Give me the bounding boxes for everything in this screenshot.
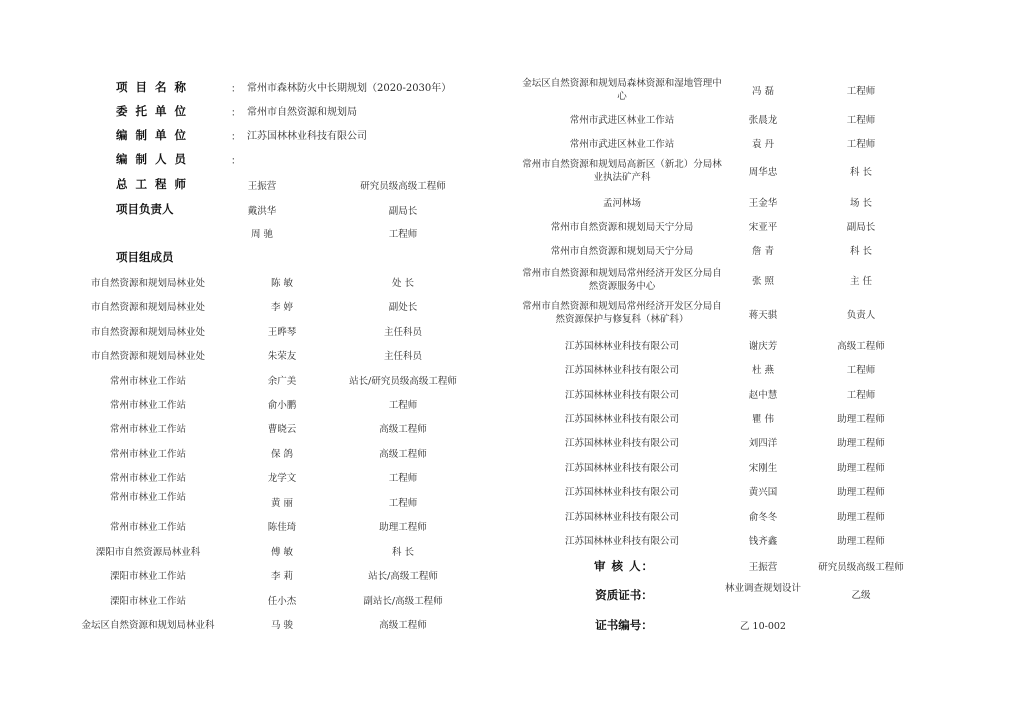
member-name: 钱齐鑫 (748, 536, 778, 547)
client-label: 委 托 单 位 (116, 104, 189, 118)
member-name: 詹 青 (751, 246, 775, 257)
leader-name: 戴洪华 (247, 206, 277, 217)
leader-title: 副局长 (388, 206, 418, 217)
member-title: 工程师 (388, 473, 418, 484)
member-name: 黄兴国 (748, 487, 778, 498)
reviewer-title: 研究员级高级工程师 (818, 562, 904, 573)
member-title: 科 长 (849, 246, 873, 257)
member-title: 副局长 (846, 222, 876, 233)
member-name: 傅 敏 (270, 547, 294, 558)
leader-name: 周 驰 (250, 229, 274, 240)
member-title: 助理工程师 (837, 487, 885, 498)
member-title: 工程师 (846, 139, 876, 150)
member-title: 站长/研究员级高级工程师 (349, 376, 457, 387)
reviewer-name: 王振营 (748, 562, 778, 573)
member-org: 市自然资源和规划局林业处 (90, 351, 206, 362)
member-org: 溧阳市林业工作站 (109, 596, 187, 607)
cert-no-value: 乙 10-002 (740, 621, 786, 632)
member-org: 溧阳市林业工作站 (109, 571, 187, 582)
member-org: 金坛区自然资源和规划局森林资源和湿地管理中心 (522, 78, 722, 102)
reviewer-label: 审 核 人： (593, 559, 655, 573)
member-org: 溧阳市自然资源局林业科 (95, 547, 201, 558)
member-org: 常州市林业工作站 (109, 473, 187, 484)
member-name: 杜 燕 (751, 365, 775, 376)
cert-value: 林业调查规划设计 (724, 583, 801, 594)
member-title: 助理工程师 (837, 536, 885, 547)
compiler-label: 编 制 单 位 (116, 128, 189, 142)
member-title: 工程师 (388, 498, 418, 509)
members-label: 项目组成员 (116, 250, 174, 264)
member-title: 工程师 (846, 115, 876, 126)
member-name: 保 鸽 (270, 449, 294, 460)
member-name: 宋刚生 (748, 463, 778, 474)
member-org: 常州市自然资源和规划局高新区（新北）分局林业执法矿产科 (522, 159, 722, 183)
member-title: 科 长 (849, 167, 873, 178)
member-name: 黄 丽 (270, 498, 294, 509)
member-name: 李 莉 (270, 571, 294, 582)
chief-engineer-title: 研究员级高级工程师 (360, 181, 446, 192)
member-name: 谢庆芳 (748, 341, 778, 352)
member-title: 高级工程师 (379, 424, 427, 435)
member-name: 宋亚平 (748, 222, 778, 233)
member-title: 工程师 (846, 365, 876, 376)
member-title: 高级工程师 (379, 449, 427, 460)
member-name: 冯 磊 (751, 86, 775, 97)
colon: ： (231, 156, 241, 167)
member-name: 陈佳琦 (267, 522, 297, 533)
member-org: 江苏国林林业科技有限公司 (564, 487, 680, 498)
member-name: 周华忠 (748, 167, 778, 178)
chief-engineer-label: 总 工 程 师 (116, 177, 189, 191)
member-name: 刘四洋 (748, 438, 778, 449)
colon: ： (231, 84, 241, 95)
member-org: 江苏国林林业科技有限公司 (564, 365, 680, 376)
member-org: 常州市林业工作站 (109, 400, 187, 411)
member-title: 工程师 (388, 400, 418, 411)
member-name: 俞小鹏 (267, 400, 297, 411)
member-org: 市自然资源和规划局林业处 (90, 302, 206, 313)
client-value: 常州市自然资源和规划局 (247, 107, 357, 118)
staff-label: 编 制 人 员 (116, 152, 189, 166)
member-org: 常州市林业工作站 (109, 492, 187, 503)
cert-no-label: 证书编号： (595, 618, 653, 632)
member-name: 俞冬冬 (748, 512, 778, 523)
member-title: 主任科员 (383, 327, 423, 338)
member-org: 常州市林业工作站 (109, 449, 187, 460)
member-org: 常州市武进区林业工作站 (569, 115, 675, 126)
member-name: 王金华 (748, 198, 778, 209)
member-org: 江苏国林林业科技有限公司 (564, 390, 680, 401)
member-org: 常州市武进区林业工作站 (569, 139, 675, 150)
member-title: 主任科员 (383, 351, 423, 362)
cert-grade: 乙级 (851, 590, 871, 601)
member-org: 江苏国林林业科技有限公司 (564, 536, 680, 547)
member-name: 龙学文 (267, 473, 297, 484)
member-name: 蒋天骐 (748, 310, 778, 321)
leader-title: 工程师 (388, 229, 418, 240)
member-org: 常州市林业工作站 (109, 376, 187, 387)
member-title: 助理工程师 (837, 463, 885, 474)
member-org: 常州市林业工作站 (109, 522, 187, 533)
member-title: 处 长 (391, 278, 415, 289)
member-title: 高级工程师 (379, 620, 427, 631)
member-org: 常州市自然资源和规划局常州经济开发区分局自然资源保护与修复科（林矿科） (522, 301, 722, 325)
member-title: 高级工程师 (837, 341, 885, 352)
member-org: 常州市自然资源和规划局天宁分局 (550, 246, 694, 257)
member-name: 张 照 (751, 276, 775, 287)
member-name: 袁 丹 (751, 139, 775, 150)
member-name: 王晔琴 (267, 327, 297, 338)
member-title: 站长/高级工程师 (368, 571, 438, 582)
member-name: 赵中慧 (748, 390, 778, 401)
member-org: 金坛区自然资源和规划局林业科 (81, 620, 215, 631)
project-name-value: 常州市森林防火中长期规划（2020-2030年） (247, 83, 452, 94)
member-name: 瞿 伟 (751, 414, 775, 425)
member-org: 江苏国林林业科技有限公司 (564, 341, 680, 352)
compiler-value: 江苏国林林业科技有限公司 (247, 131, 367, 142)
member-title: 助理工程师 (837, 414, 885, 425)
member-org: 市自然资源和规划局林业处 (90, 278, 206, 289)
member-name: 马 骏 (270, 620, 294, 631)
member-org: 江苏国林林业科技有限公司 (564, 463, 680, 474)
member-title: 助理工程师 (837, 438, 885, 449)
member-title: 科 长 (391, 547, 415, 558)
colon: ： (231, 132, 241, 143)
member-org: 市自然资源和规划局林业处 (90, 327, 206, 338)
member-org: 常州市自然资源和规划局常州经济开发区分局自然资源服务中心 (522, 268, 722, 292)
leader-label: 项目负责人 (116, 202, 174, 216)
member-title: 主 任 (849, 276, 873, 287)
member-name: 朱荣友 (267, 351, 297, 362)
member-org: 江苏国林林业科技有限公司 (564, 414, 680, 425)
member-name: 任小杰 (267, 596, 297, 607)
member-title: 副处长 (388, 302, 418, 313)
chief-engineer-name: 王振营 (247, 181, 277, 192)
member-title: 工程师 (846, 86, 876, 97)
member-title: 负责人 (846, 310, 876, 321)
member-org: 江苏国林林业科技有限公司 (564, 512, 680, 523)
member-name: 陈 敏 (270, 278, 294, 289)
member-title: 场 长 (849, 198, 873, 209)
member-name: 余广美 (267, 376, 297, 387)
project-name-label: 项 目 名 称 (116, 80, 189, 94)
member-title: 工程师 (846, 390, 876, 401)
member-title: 助理工程师 (379, 522, 427, 533)
member-org: 江苏国林林业科技有限公司 (564, 438, 680, 449)
member-org: 常州市林业工作站 (109, 424, 187, 435)
member-name: 曹晓云 (267, 424, 297, 435)
member-name: 李 婷 (270, 302, 294, 313)
member-org: 孟河林场 (602, 198, 642, 209)
colon: ： (231, 108, 241, 119)
member-name: 张晨龙 (748, 115, 778, 126)
member-org: 常州市自然资源和规划局天宁分局 (550, 222, 694, 233)
cert-label: 资质证书： (595, 588, 653, 602)
member-title: 副站长/高级工程师 (363, 596, 443, 607)
member-title: 助理工程师 (837, 512, 885, 523)
